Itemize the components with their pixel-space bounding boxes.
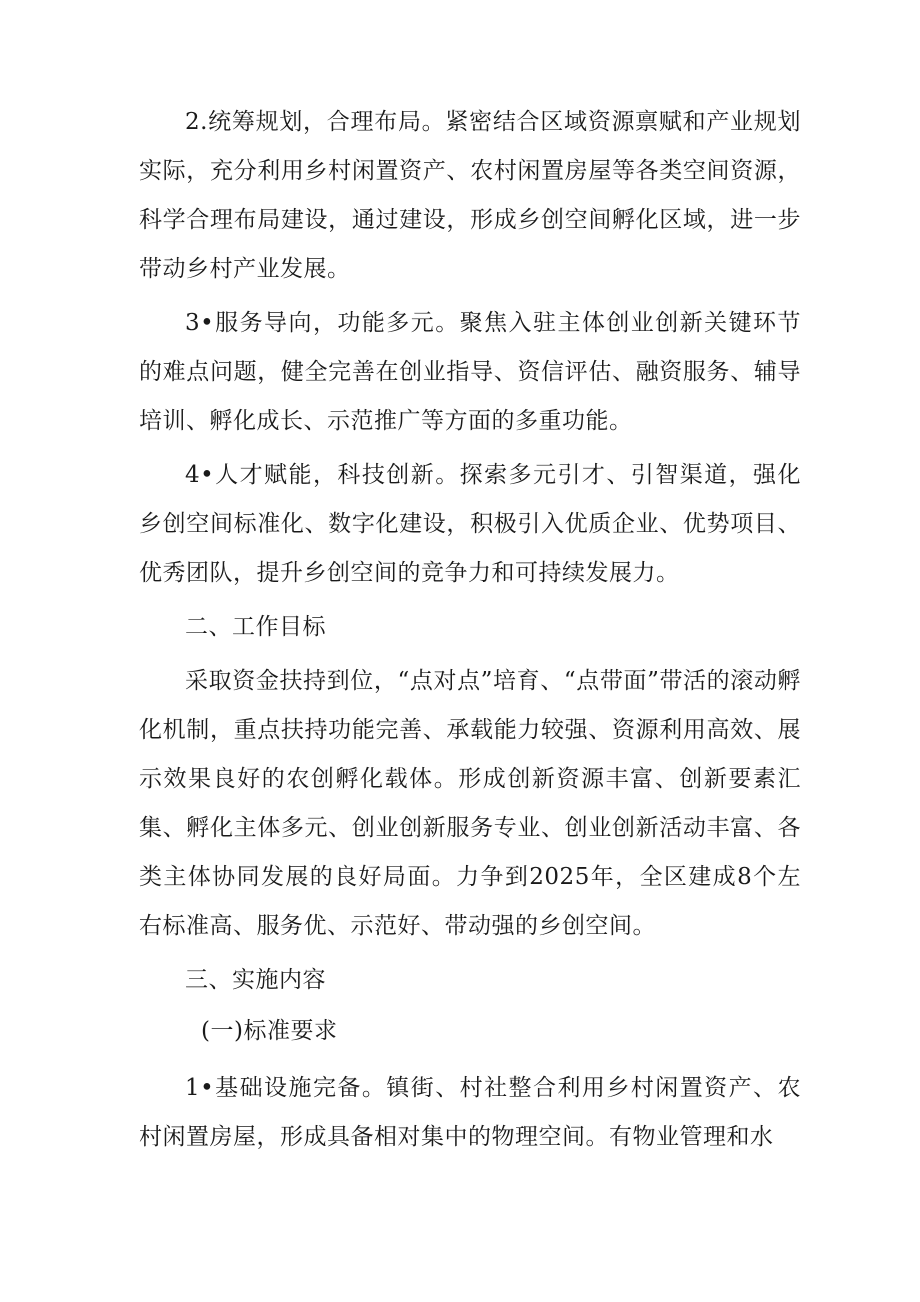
- subsection-heading-standard-requirements: (一)标准要求: [201, 1018, 338, 1044]
- section-heading-work-goals: 二、工作目标: [185, 614, 326, 640]
- paragraph-work-goals: 采取资金扶持到位，“点对点”培育、“点带面”带活的滚动孵化机制，重点扶持功能完善、承载能力较强、资源利用高效、展示效果良好的农创孵化载体。形成创新资源丰富、创新要素汇集、孵化主体多元、创业创新服务专业、创业创新活动丰富、各类主体协同发展的良好局面。力争到2025年，全区建成8个左右标准高、服务优、示范好、带动强的乡创空间。: [139, 668, 801, 939]
- section-heading-implementation: 三、实施内容: [185, 967, 326, 993]
- paragraph-infrastructure: 1•基础设施完备。镇街、村社整合利用乡村闲置资产、农村闲置房屋，形成具备相对集中的物理空间。有物业管理和水: [139, 1075, 801, 1150]
- paragraph-talent-empowerment: 4•人才赋能，科技创新。探索多元引才、引智渠道，强化乡创空间标准化、数字化建设，积极引入优质企业、优势项目、优秀团队，提升乡创空间的竞争力和可持续发展力。: [139, 462, 801, 586]
- paragraph-service-orientation: 3•服务导向，功能多元。聚焦入驻主体创业创新关键环节的难点问题，健全完善在创业指导、资信评估、融资服务、辅导培训、孵化成长、示范推广等方面的多重功能。: [139, 310, 801, 434]
- document-body: [139, 98, 801, 1162]
- paragraph-planning-layout: 2.统筹规划，合理布局。紧密结合区域资源禀赋和产业规划实际，充分利用乡村闲置资产、农村闲置房屋等各类空间资源，科学合理布局建设，通过建设，形成乡创空间孵化区域，进一步带动乡村产业发展。: [139, 109, 801, 282]
